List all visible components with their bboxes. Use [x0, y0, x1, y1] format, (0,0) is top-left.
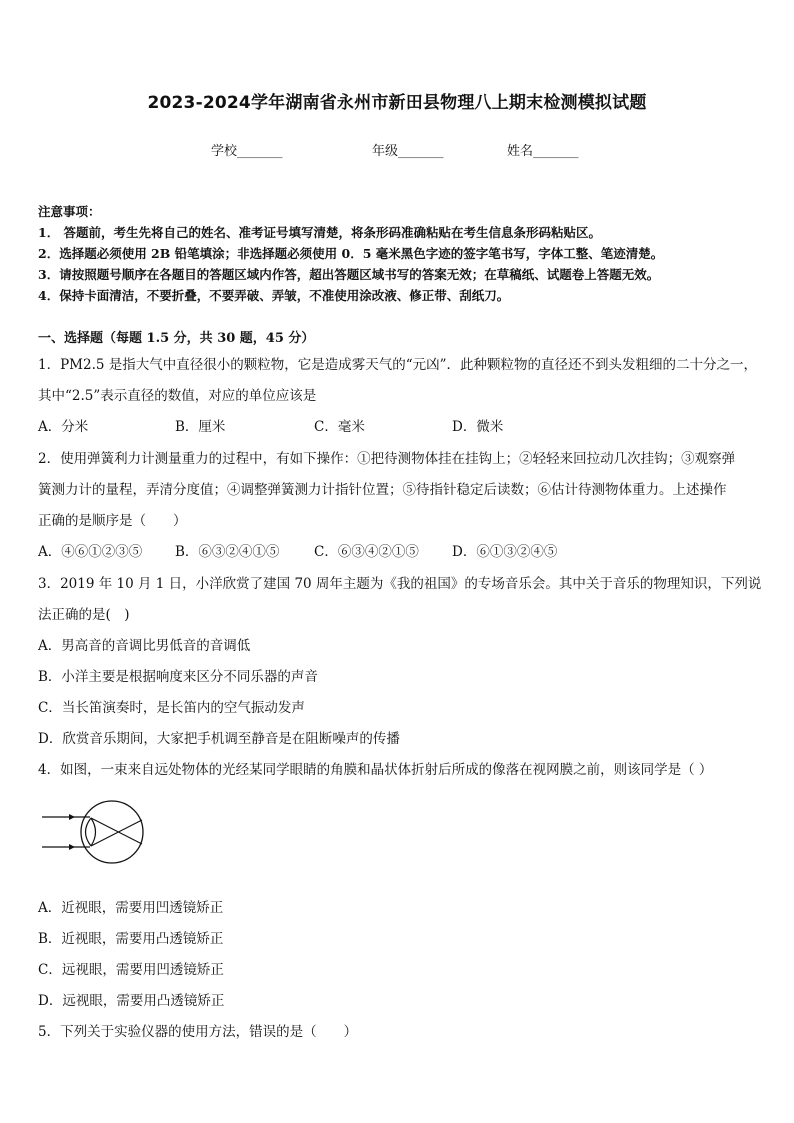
question-1-option-b: B．厘米 [175, 419, 226, 435]
question-1-option-c: C．毫米 [314, 419, 365, 435]
question-4-text: 4．如图，一束来自远处物体的光经某同学眼睛的角膜和晶状体折射后所成的像落在视网膜之前，则该同学是（ ） [38, 762, 713, 778]
school-field: 学校_______ [211, 144, 283, 159]
question-3-option-a: A．男高音的音调比男低音的音调低 [38, 638, 251, 654]
note-item: 4．保持卡面清洁，不要折叠，不要弄破、弄皱，不准使用涂改液、修正带、刮纸刀。 [38, 288, 510, 303]
eye-diagram [40, 796, 152, 878]
question-3-option-b: B．小洋主要是根据响度来区分不同乐器的声音 [38, 669, 318, 685]
lens-back-curve [91, 818, 96, 846]
refracted-ray-bottom [91, 820, 142, 846]
question-2-option-c: C．⑥③④②①⑤ [314, 544, 419, 560]
question-2-option-d: D．⑥①③②④⑤ [452, 544, 558, 560]
question-4-option-b: B．近视眼，需要用凸透镜矫正 [38, 931, 224, 947]
section-title: 一、选择题（每题 1.5 分，共 30 题，45 分） [38, 331, 315, 346]
question-3-text: 法正确的是( ) [38, 607, 130, 623]
question-1-option-d: D．微米 [452, 419, 504, 435]
question-1-text: 1．PM2.5 是指大气中直径很小的颗粒物，它是造成雾天气的“元凶”．此种颗粒物的直径还不到头发粗细的二十分之一， [38, 357, 758, 373]
question-5-text: 5．下列关于实验仪器的使用方法，错误的是（ ） [38, 1024, 358, 1040]
question-1-text: 其中“2.5”表示直径的数值，对应的单位应该是 [38, 388, 317, 404]
notes-heading: 注意事项： [38, 204, 101, 219]
question-2-text: 正确的是顺序是（ ） [38, 513, 187, 529]
lens-front-curve [86, 818, 92, 846]
question-2-text: 2．使用弹簧利力计测量重力的过程中，有如下操作：①把待测物体挂在挂钩上；②轻轻来回拉动几次挂钩；③观察弹 [38, 451, 736, 467]
question-3-option-c: C．当长笛演奏时，是长笛内的空气振动发声 [38, 700, 305, 716]
refracted-ray-top [91, 818, 142, 844]
note-item: 1． 答题前，考生先将自己的姓名、准考证号填写清楚，将条形码准确粘贴在考生信息条形码粘贴区。 [38, 225, 602, 240]
question-1-option-a: A．分米 [38, 419, 89, 435]
page-title: 2023-2024学年湖南省永州市新田县物理八上期末检测模拟试题 [147, 93, 647, 113]
name-field: 姓名_______ [507, 144, 579, 159]
grade-field: 年级_______ [372, 144, 444, 159]
question-4-option-a: A．近视眼，需要用凹透镜矫正 [38, 900, 224, 916]
question-3-option-d: D．欣赏音乐期间，大家把手机调至静音是在阻断噪声的传播 [38, 731, 400, 747]
question-3-text: 3．2019 年 10 月 1 日，小洋欣赏了建国 70 周年主题为《我的祖国》的专场音乐会。其中关于音乐的物理知识，下列说 [38, 576, 762, 592]
note-item: 3．请按照题号顺序在各题目的答题区域内作答，超出答题区域书写的答案无效；在草稿纸、试题卷上答题无效。 [38, 267, 660, 282]
note-item: 2．选择题必须使用 2B 铅笔填涂；非选择题必须使用 0．5 毫米黑色字迹的签字笔书写，字体工整、笔迹清楚。 [38, 246, 664, 261]
question-2-option-b: B．⑥③②④①⑤ [175, 544, 280, 560]
eyeball-outline [81, 801, 143, 863]
question-4-option-d: D．远视眼，需要用凸透镜矫正 [38, 993, 225, 1009]
question-2-text: 簧测力计的量程，弄清分度值；④调整弹簧测力计指针位置；⑤待指针稳定后读数；⑥估计待测物体重力。上述操作 [38, 482, 727, 498]
question-4-option-c: C．远视眼，需要用凹透镜矫正 [38, 962, 224, 978]
question-2-option-a: A．④⑥①②③⑤ [38, 544, 143, 560]
arrow-head-bottom [69, 844, 75, 850]
arrow-head-top [69, 814, 75, 820]
